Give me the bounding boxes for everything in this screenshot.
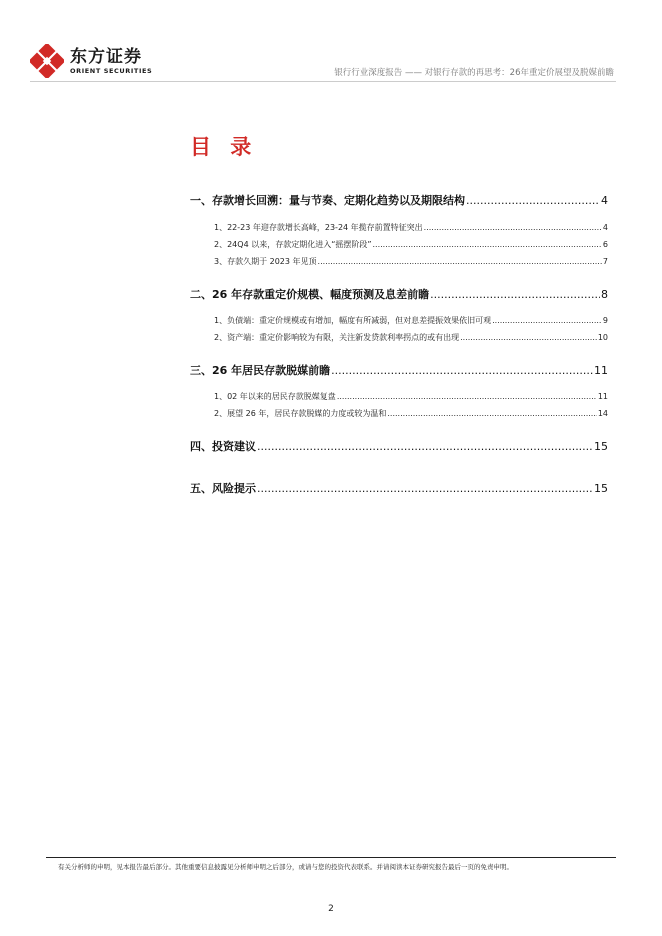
footer-divider [46,857,616,858]
toc-entry-1-3[interactable]: 3、存款久期于 2023 年见顶 ..... 7 [214,256,608,268]
toc-entry-1-1[interactable]: 1、22-23 年迎存款增长高峰，23-24 年揽存前置特征突出 ..... 4 [214,222,608,234]
report-header-title: 银行行业深度报告 —— 对银行存款的再思考：26年重定价展望及脱媒前瞻 [334,68,614,78]
logo-chinese-name: 东方证券 [70,46,142,67]
orient-securities-logo-icon [30,44,64,78]
header-divider [30,81,616,82]
toc-entry-2-1[interactable]: 1、负债端：重定价规模或有增加，幅度有所减弱，但对息差提振效果依旧可观 ..... 9 [214,315,608,327]
toc-entry-section-3[interactable]: 三、26 年居民存款脱媒前瞻 ..... 11 [190,363,608,379]
toc-entry-1-2[interactable]: 2、24Q4 以来，存款定期化进入“摇摆阶段” ..... 6 [214,239,608,251]
toc-entry-3-1[interactable]: 1、02 年以来的居民存款脱媒复盘 ..... 11 [214,391,608,403]
toc-title: 目 录 [190,135,258,159]
toc-entry-2-2[interactable]: 2、资产端：重定价影响较为有限，关注新发贷款利率拐点的或有出现 ..... 10 [214,332,608,344]
company-logo [30,44,152,78]
logo-english-name: ORIENT SECURITIES [70,66,153,75]
page-number: 2 [328,904,334,914]
toc-entry-section-2[interactable]: 二、26 年存款重定价规模、幅度预测及息差前瞻 ..... 8 [190,287,608,303]
toc-entry-3-2[interactable]: 2、展望 26 年，居民存款脱媒的力度或较为温和 ..... 14 [214,408,608,420]
footer-disclaimer: 有关分析师的申明，见本报告最后部分。其他重要信息披露见分析师申明之后部分，或请与您的投资代表联系。并请阅读本证券研究报告最后一页的免责申明。 [58,863,513,871]
toc-entry-section-5[interactable]: 五、风险提示 ..... 15 [190,481,608,497]
toc-entry-section-4[interactable]: 四、投资建议 ..... 15 [190,439,608,455]
toc-entry-section-1[interactable]: 一、存款增长回溯：量与节奏、定期化趋势以及期限结构 ..... 4 [190,193,608,209]
